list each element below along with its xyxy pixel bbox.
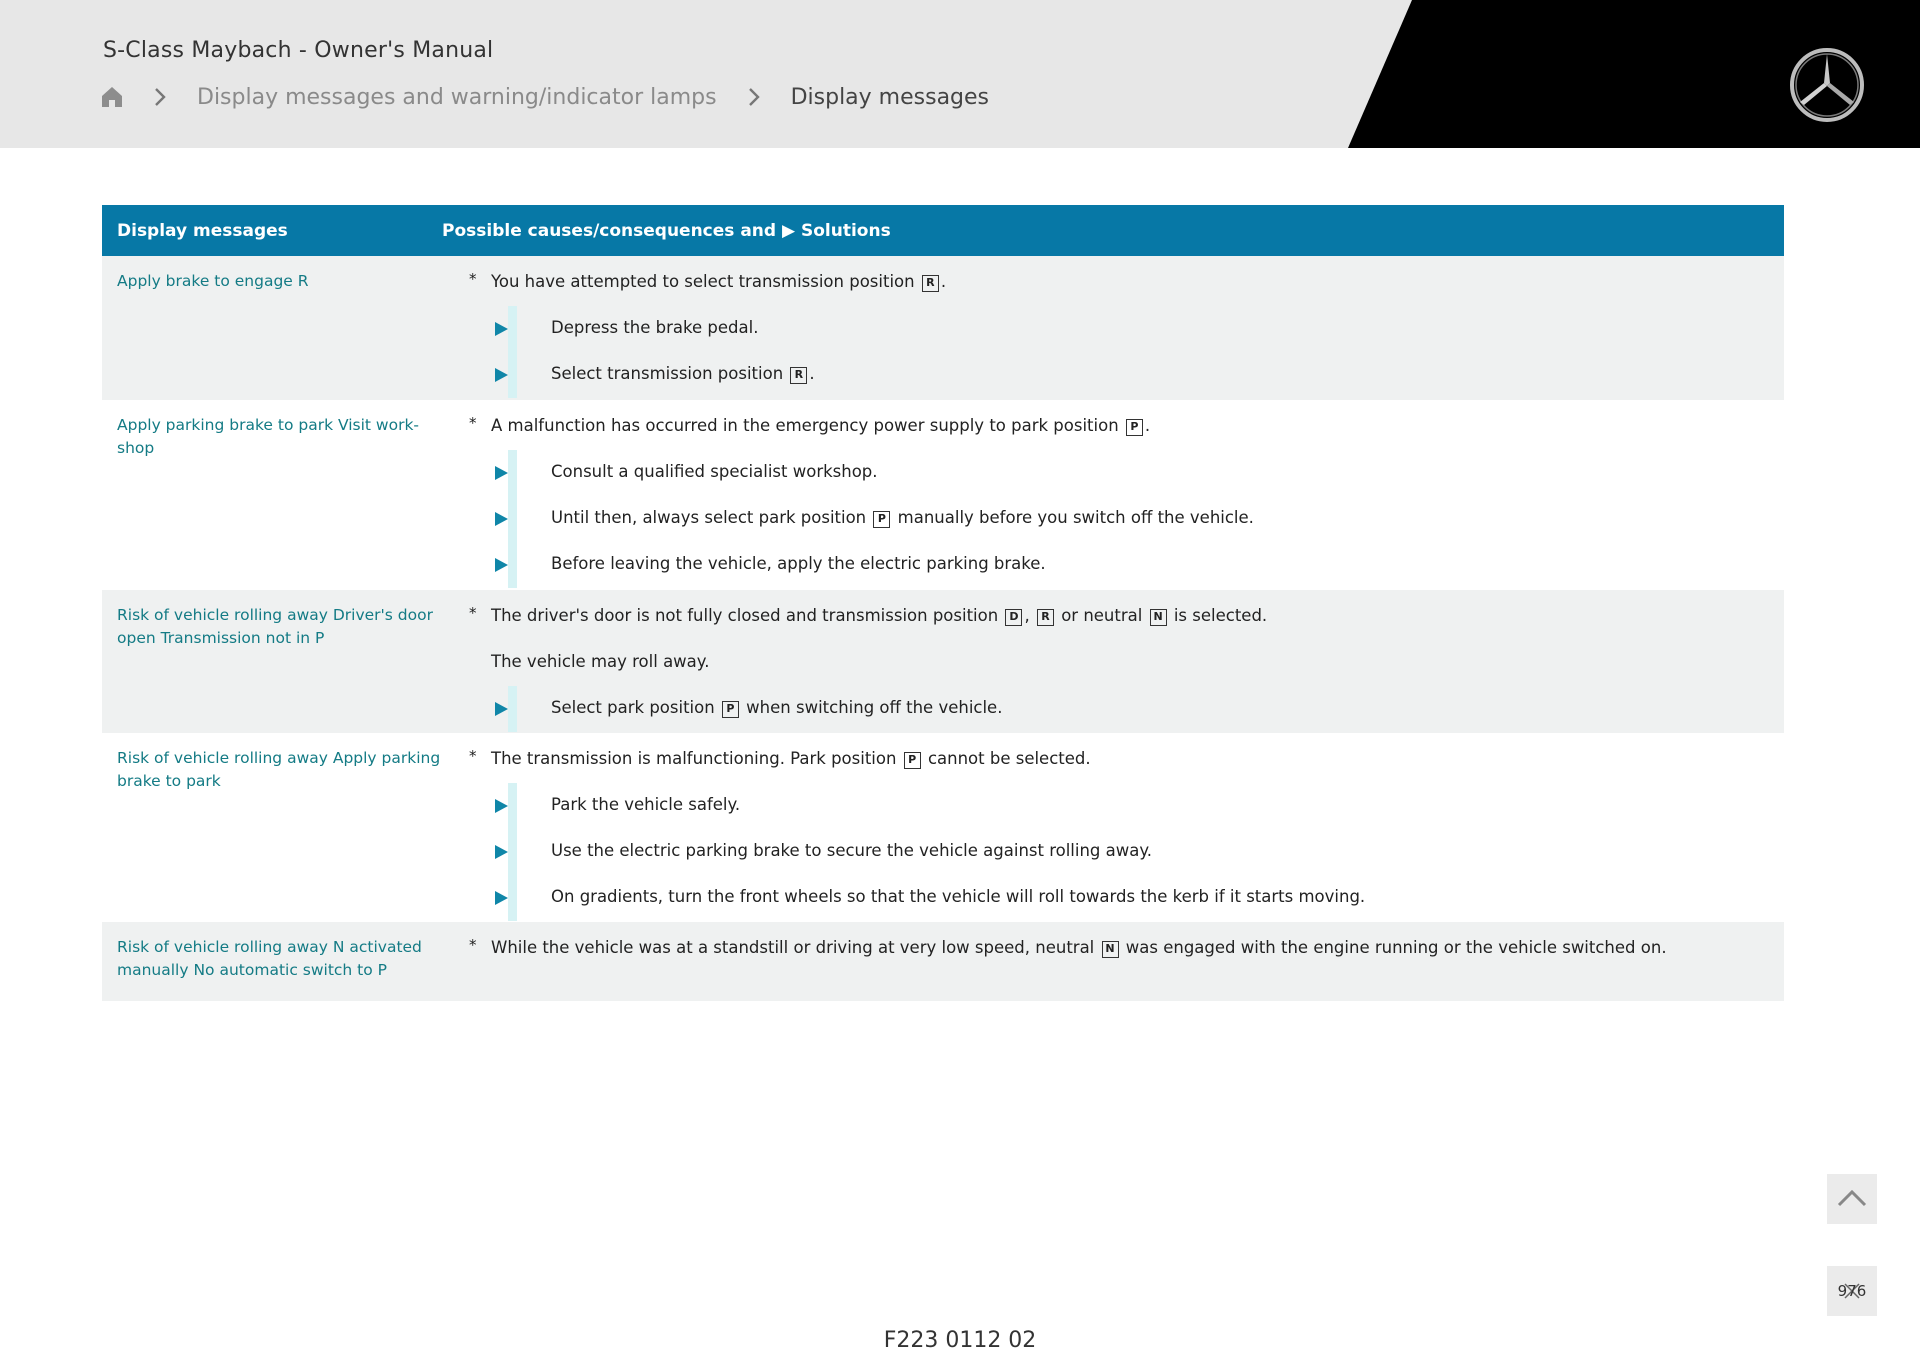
gear-key-badge: P bbox=[722, 701, 739, 718]
solution-text: Park the vehicle safely. bbox=[551, 795, 741, 814]
header-causes-solutions: Possible causes/consequences and ▶ Solutions bbox=[442, 220, 891, 241]
cause-end: cannot be selected. bbox=[927, 749, 1091, 768]
solution-text: Select park position bbox=[551, 698, 715, 717]
solution-marker-bar bbox=[508, 496, 517, 542]
scroll-top-button[interactable] bbox=[1827, 1174, 1877, 1224]
chevron-right-icon bbox=[747, 86, 761, 108]
solution-item bbox=[466, 362, 1784, 386]
solution-marker-bar bbox=[508, 542, 517, 588]
causes-cell bbox=[466, 400, 1784, 590]
home-icon[interactable] bbox=[101, 86, 123, 108]
header-display-messages: Display messages bbox=[117, 220, 288, 241]
gear-key-badge: R bbox=[790, 367, 807, 384]
causes-cell bbox=[466, 256, 1784, 400]
page-header bbox=[0, 0, 1920, 148]
gear-key-badge: D bbox=[1005, 609, 1022, 626]
solution-text: Use the electric parking brake to secure the vehicle against rolling away. bbox=[551, 841, 1153, 860]
solution-marker-bar bbox=[508, 875, 517, 921]
cause-text: You have attempted to select transmission position bbox=[491, 272, 915, 291]
solution-arrow-icon bbox=[495, 322, 508, 336]
page-number: 976 bbox=[1837, 1282, 1867, 1300]
cause-end: . bbox=[940, 272, 947, 291]
cause-line bbox=[466, 270, 1784, 294]
solution-arrow-icon bbox=[495, 702, 508, 716]
solution-arrow-icon bbox=[495, 466, 508, 480]
display-messages-table bbox=[102, 205, 1784, 1001]
gear-key-badge: N bbox=[1102, 941, 1119, 958]
table-row bbox=[102, 922, 1784, 1001]
cause-mid: or neutral bbox=[1061, 606, 1143, 625]
gear-key-badge: P bbox=[1126, 419, 1143, 436]
asterisk-icon: * bbox=[469, 747, 477, 765]
page-number-button[interactable] bbox=[1827, 1266, 1877, 1316]
solution-arrow-icon bbox=[495, 368, 508, 382]
solution-arrow-icon bbox=[495, 512, 508, 526]
gear-key-badge: R bbox=[1037, 609, 1054, 626]
cause-text: A malfunction has occurred in the emergency power supply to park position bbox=[491, 416, 1119, 435]
asterisk-icon: * bbox=[469, 604, 477, 622]
asterisk-icon: * bbox=[469, 270, 477, 288]
consequence-note: The vehicle may roll away. bbox=[491, 652, 710, 671]
asterisk-icon: * bbox=[469, 414, 477, 432]
gear-key-badge: R bbox=[922, 275, 939, 292]
document-code: F223 0112 02 bbox=[883, 1328, 1037, 1353]
solution-arrow-icon bbox=[495, 799, 508, 813]
chevron-up-icon bbox=[1827, 1174, 1877, 1224]
breadcrumb bbox=[101, 80, 989, 114]
solution-text: On gradients, turn the front wheels so that the vehicle will roll towards the kerb if it starts moving. bbox=[551, 887, 1366, 906]
table-row bbox=[102, 256, 1784, 400]
breadcrumb-current: Display messages bbox=[790, 84, 990, 110]
header-black-wedge bbox=[0, 0, 1920, 148]
solution-marker-bar bbox=[508, 829, 517, 875]
solution-marker-bar bbox=[508, 306, 517, 352]
solution-marker-bar bbox=[508, 686, 517, 732]
solution-item bbox=[466, 839, 1784, 863]
solution-item bbox=[466, 506, 1784, 530]
manual-title: S-Class Maybach - Owner's Manual bbox=[103, 38, 494, 63]
solution-item bbox=[466, 793, 1784, 817]
causes-cell bbox=[466, 922, 1784, 1001]
cause-text: The driver's door is not fully closed and transmission position bbox=[491, 606, 999, 625]
solution-item bbox=[466, 552, 1784, 576]
display-message: Risk of vehicle rolling away Apply parking brake to park bbox=[117, 749, 441, 790]
mercedes-star-logo bbox=[1788, 46, 1866, 124]
cause-line bbox=[466, 414, 1784, 438]
solution-marker-bar bbox=[508, 450, 517, 496]
solution-arrow-icon bbox=[495, 845, 508, 859]
cause-end: was engaged with the engine running or the vehicle switched on. bbox=[1125, 938, 1667, 957]
breadcrumb-link[interactable]: Display messages and warning/indicator lamps bbox=[197, 84, 717, 110]
gear-key-badge: P bbox=[873, 511, 890, 528]
display-message: Risk of vehicle rolling away N activated manually No automatic switch to P bbox=[117, 938, 422, 979]
solution-marker-bar bbox=[508, 352, 517, 398]
gear-key-badge: P bbox=[904, 752, 921, 769]
solution-item bbox=[466, 885, 1784, 909]
solution-end: manually before you switch off the vehicle. bbox=[897, 508, 1254, 527]
display-message: Apply brake to engage R bbox=[117, 272, 309, 290]
solution-marker-bar bbox=[508, 783, 517, 829]
solution-arrow-icon bbox=[495, 558, 508, 572]
cause-line bbox=[466, 747, 1784, 771]
solution-item bbox=[466, 696, 1784, 720]
solution-end: . bbox=[809, 364, 815, 383]
table-row bbox=[102, 400, 1784, 590]
display-message: Risk of vehicle rolling away Driver's door open Transmission not in P bbox=[117, 606, 433, 647]
table-row bbox=[102, 733, 1784, 922]
table-row bbox=[102, 590, 1784, 733]
solution-text: Select transmission position bbox=[551, 364, 784, 383]
solution-item bbox=[466, 460, 1784, 484]
solution-text: Before leaving the vehicle, apply the electric parking brake. bbox=[551, 554, 1046, 573]
solution-item bbox=[466, 316, 1784, 340]
cause-text: The transmission is malfunctioning. Park position bbox=[491, 749, 897, 768]
table-header bbox=[102, 205, 1784, 256]
asterisk-icon: * bbox=[469, 936, 477, 954]
solution-text: Until then, always select park position bbox=[551, 508, 867, 527]
solution-text: Consult a qualified specialist workshop. bbox=[551, 462, 878, 481]
solution-end: when switching off the vehicle. bbox=[746, 698, 1003, 717]
solution-arrow-icon bbox=[495, 891, 508, 905]
causes-cell bbox=[466, 590, 1784, 733]
cause-end: . bbox=[1144, 416, 1151, 435]
cause-end: is selected. bbox=[1173, 606, 1268, 625]
solution-text: Depress the brake pedal. bbox=[551, 318, 759, 337]
cause-text: While the vehicle was at a standstill or driving at very low speed, neutral bbox=[491, 938, 1095, 957]
causes-cell bbox=[466, 733, 1784, 922]
cause-line bbox=[466, 604, 1784, 628]
cause-separator: , bbox=[1024, 606, 1030, 625]
chevron-right-icon bbox=[153, 86, 167, 108]
gear-key-badge: N bbox=[1150, 609, 1167, 626]
cause-line bbox=[466, 936, 1784, 960]
display-message: Apply parking brake to park Visit work-shop bbox=[117, 416, 420, 457]
